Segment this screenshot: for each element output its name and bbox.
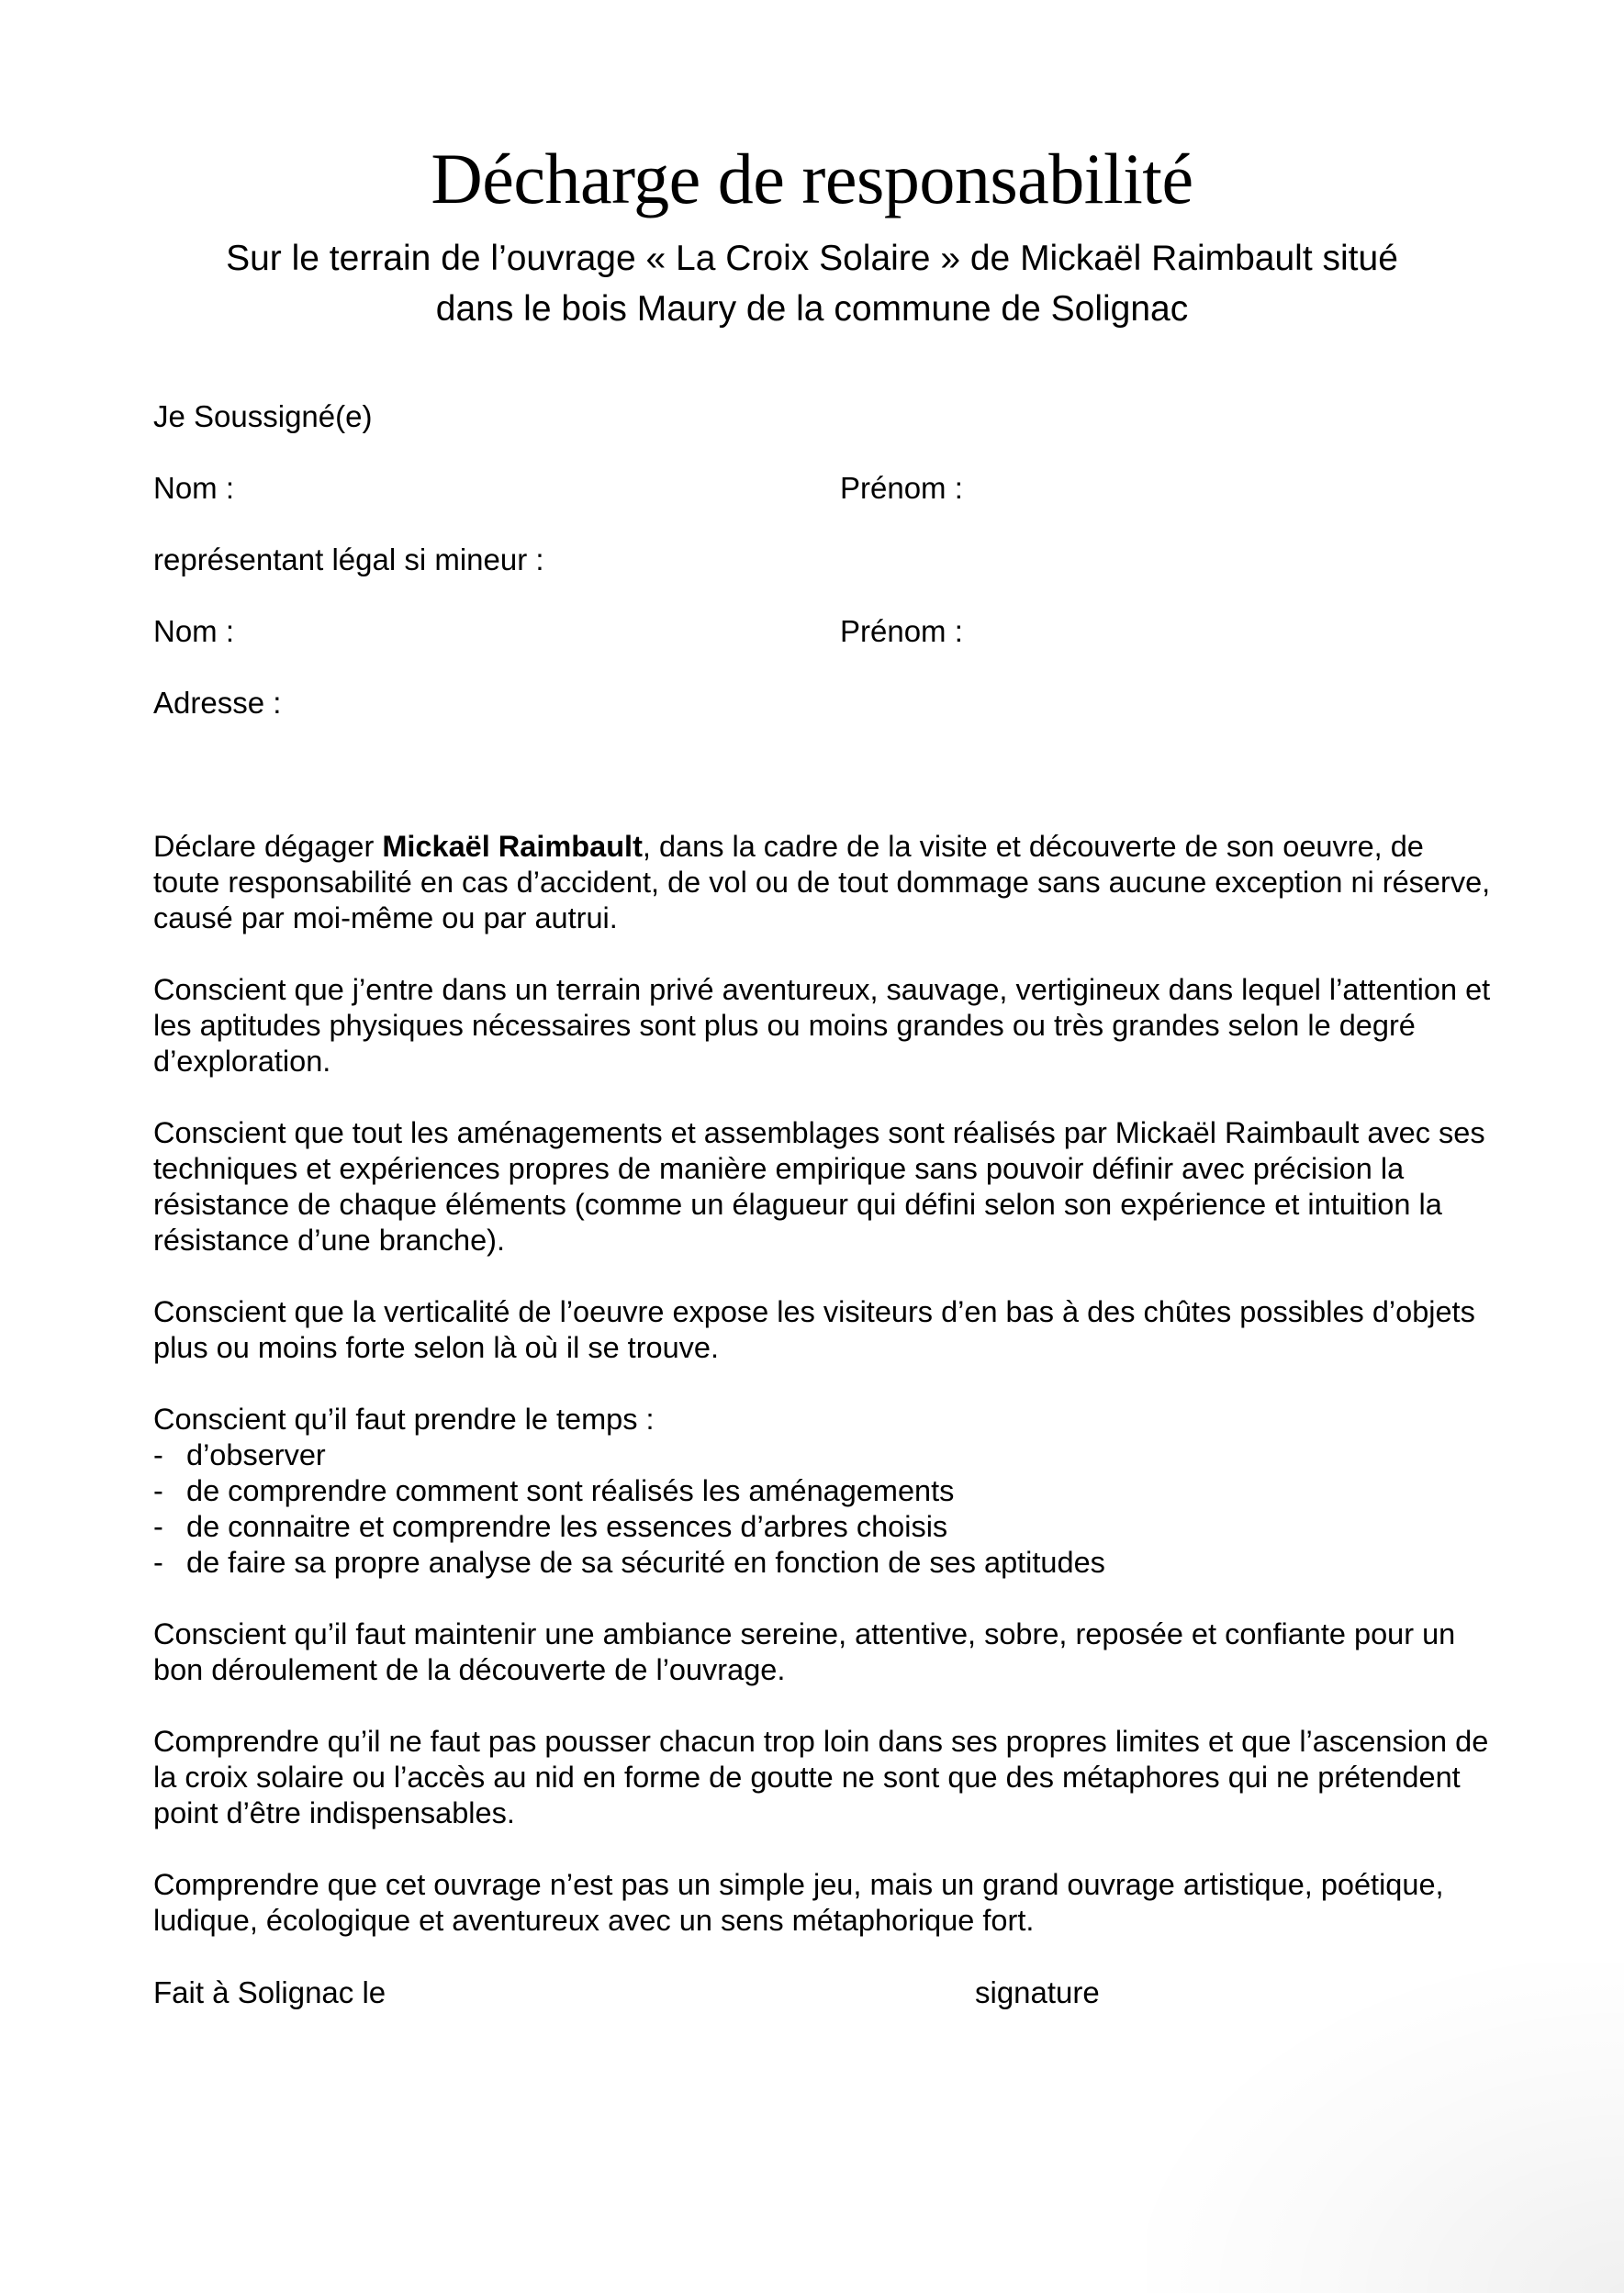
declaration-rest: , dans la cadre de la visite et découverte de son oeuvre, de toute responsabilité en cas d’accident, de vol ou de tout dommage sans aucune exception ni réserve, causé par moi-même ou par autrui. <box>153 830 1491 934</box>
list-dash: - <box>153 1510 163 1543</box>
list-dash: - <box>153 1438 163 1471</box>
declaration-prefix: Déclare dégager <box>153 830 383 863</box>
list-item: - de comprendre comment sont réalisés les aménagements <box>153 1474 955 1507</box>
paragraph-declaration <box>153 829 1494 936</box>
list-item: - de faire sa propre analyse de sa sécurité en fonction de ses aptitudes <box>153 1546 1105 1579</box>
subtitle-line-1: Sur le terrain de l’ouvrage « La Croix Solaire » de Mickaël Raimbault situé <box>226 239 1398 278</box>
paragraph-ouvrage: Comprendre que cet ouvrage n’est pas un simple jeu, mais un grand ouvrage artistique, poétique, ludique, écologique et aventureux avec un sens métaphorique fort. <box>153 1868 1444 1937</box>
paragraph-ambiance: Conscient qu’il faut maintenir une ambiance sereine, attentive, sobre, reposée et confiante pour un bon déroulement de la découverte de l’ouvrage. <box>153 1617 1456 1686</box>
list-item: - de connaitre et comprendre les essences d’arbres choisis <box>153 1510 948 1543</box>
fait-a-label: Fait à Solignac le <box>153 1975 386 2009</box>
page-corner-shadow <box>1147 1963 1624 2293</box>
nom-label-representant: Nom : <box>153 614 235 648</box>
signature-label: signature <box>975 1975 1100 2009</box>
soussigne-label: Je Soussigné(e) <box>153 399 373 433</box>
declaration-name: Mickaël Raimbault <box>382 830 643 863</box>
paragraph-terrain-prive: Conscient que j’entre dans un terrain privé aventureux, sauvage, vertigineux dans lequel l’attention et les aptitudes physiques nécessaires sont plus ou moins grandes ou très grandes selon le degré d’exploration. <box>153 973 1491 1078</box>
adresse-label: Adresse : <box>153 686 282 720</box>
list-dash: - <box>153 1474 163 1507</box>
paragraph-amenagements: Conscient que tout les aménagements et assemblages sont réalisés par Mickaël Raimbault avec ses techniques et expériences propres de manière empirique sans pouvoir définir avec précision la résistance de chaque éléments (comme un élagueur qui défini selon son expérience et intuition la résistance d’une branche). <box>153 1116 1485 1257</box>
document-title: Décharge de responsabilité <box>431 139 1193 218</box>
paragraph-verticalite: Conscient que la verticalité de l’oeuvre expose les visiteurs d’en bas à des chûtes possibles d’objets plus ou moins forte selon là où il se trouve. <box>153 1295 1475 1364</box>
nom-label: Nom : <box>153 471 235 505</box>
list-dash: - <box>153 1546 163 1579</box>
list-item: - d’observer <box>153 1438 326 1471</box>
paragraph-prendre-temps: Conscient qu’il faut prendre le temps : <box>153 1403 655 1436</box>
representant-label: représentant légal si mineur : <box>153 542 544 576</box>
document-subtitle <box>129 233 1495 334</box>
subtitle-line-2: dans le bois Maury de la commune de Solignac <box>435 289 1189 329</box>
prenom-label: Prénom : <box>840 471 963 505</box>
temps-list <box>153 1437 1494 1581</box>
prenom-label-representant: Prénom : <box>840 614 963 648</box>
paragraph-limites: Comprendre qu’il ne faut pas pousser chacun trop loin dans ses propres limites et que l’ascension de la croix solaire ou l’accès au nid en forme de goutte ne sont que des métaphores qui ne prétendent point d’être indispensables. <box>153 1725 1489 1829</box>
